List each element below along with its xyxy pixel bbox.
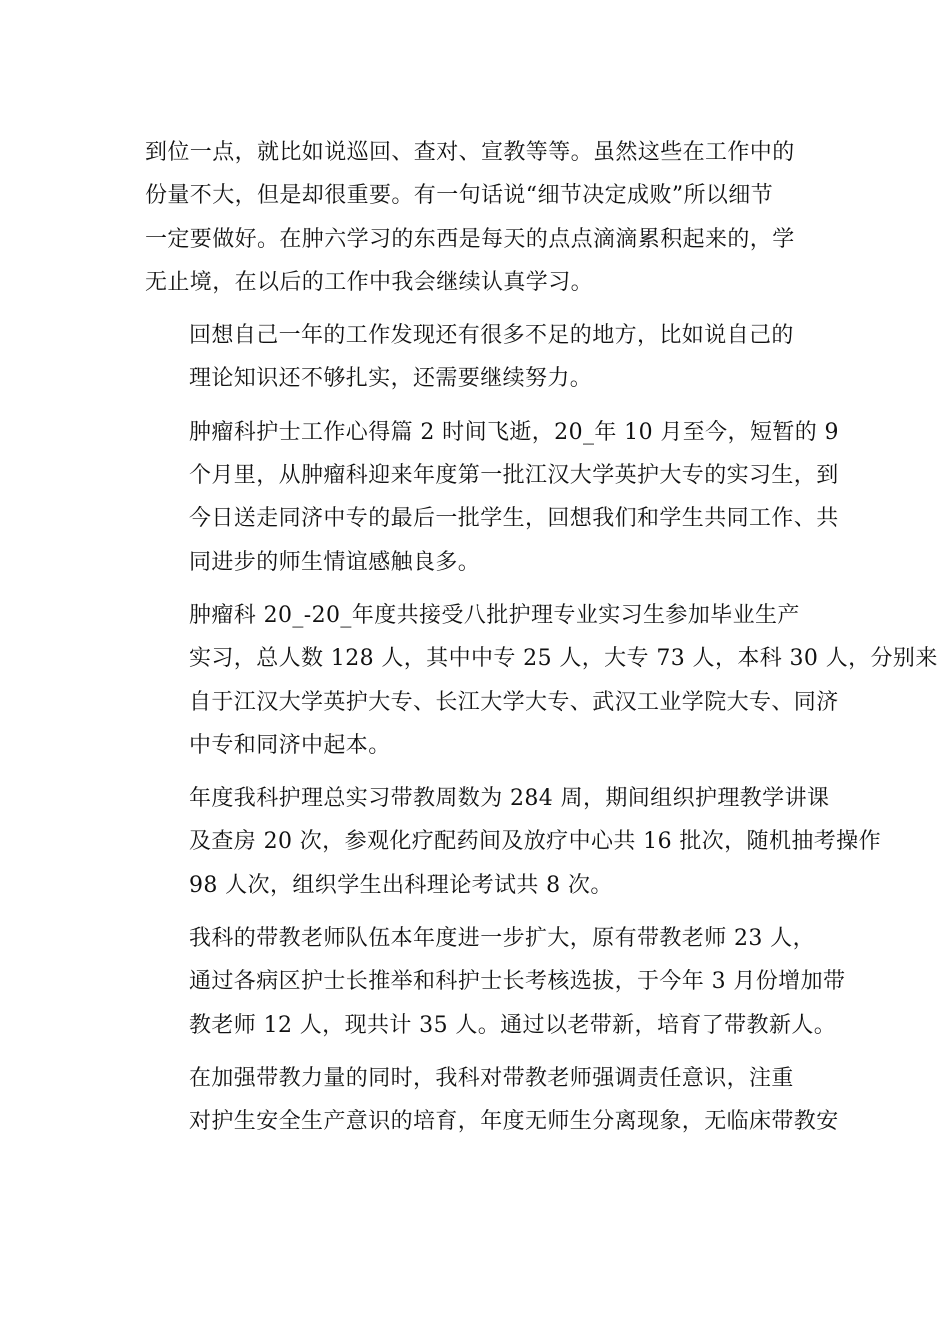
paragraph-3 bbox=[145, 411, 839, 584]
text-line: 个月里，从肿瘤科迎来年度第一批江汉大学英护大专的实习生，到 bbox=[189, 463, 839, 489]
text-line: 中专和同济中起本。 bbox=[189, 732, 391, 758]
text-line: 我科的带教老师队伍本年度进一步扩大，原有带教老师 23 人， bbox=[189, 926, 815, 952]
text-line: 肿瘤科 20_-20_年度共接受八批护理专业实习生参加毕业生产 bbox=[189, 602, 800, 628]
paragraph-1 bbox=[145, 131, 807, 304]
document-body bbox=[145, 131, 938, 1154]
text-line: 无止境，在以后的工作中我会继续认真学习。 bbox=[145, 269, 594, 295]
text-line: 肿瘤科护士工作心得篇 2 时间飞逝，20_年 10 月至今，短暂的 9 bbox=[189, 419, 839, 445]
text-line: 今日送走同济中专的最后一批学生，回想我们和学生共同工作、共 bbox=[189, 506, 839, 532]
paragraph-6 bbox=[145, 917, 846, 1047]
text-line: 回想自己一年的工作发现还有很多不足的地方，比如说自己的 bbox=[189, 323, 794, 349]
paragraph-2 bbox=[145, 314, 807, 401]
paragraph-7 bbox=[145, 1057, 839, 1144]
text-line: 份量不大，但是却很重要。有一句话说“细节决定成败”所以细节 bbox=[145, 183, 774, 209]
text-line: 对护生安全生产意识的培育，年度无师生分离现象，无临床带教安 bbox=[189, 1109, 839, 1135]
text-line: 通过各病区护士长推举和科护士长考核选拔，于今年 3 月份增加带 bbox=[189, 969, 846, 995]
text-line: 教老师 12 人，现共计 35 人。通过以老带新，培育了带教新人。 bbox=[189, 1012, 837, 1038]
text-line: 年度我科护理总实习带教周数为 284 周，期间组织护理教学讲课 bbox=[189, 786, 830, 812]
text-line: 及查房 20 次，参观化疗配药间及放疗中心共 16 批次，随机抽考操作 bbox=[189, 829, 881, 855]
text-line: 实习，总人数 128 人，其中中专 25 人，大专 73 人，本科 30 人，分别来 bbox=[189, 646, 938, 672]
text-line: 98 人次，组织学生出科理论考试共 8 次。 bbox=[189, 872, 613, 898]
paragraph-5 bbox=[145, 777, 881, 907]
text-line: 理论知识还不够扎实，还需要继续努力。 bbox=[189, 366, 593, 392]
text-line: 同进步的师生情谊感触良多。 bbox=[189, 549, 481, 575]
text-line: 自于江汉大学英护大专、长江大学大专、武汉工业学院大专、同济 bbox=[189, 689, 839, 715]
paragraph-4 bbox=[145, 594, 938, 767]
text-line: 一定要做好。在肿六学习的东西是每天的点点滴滴累积起来的，学 bbox=[145, 226, 795, 252]
text-line: 到位一点，就比如说巡回、查对、宣教等等。虽然这些在工作中的 bbox=[145, 140, 795, 165]
text-line: 在加强带教力量的同时，我科对带教老师强调责任意识，注重 bbox=[189, 1065, 794, 1091]
